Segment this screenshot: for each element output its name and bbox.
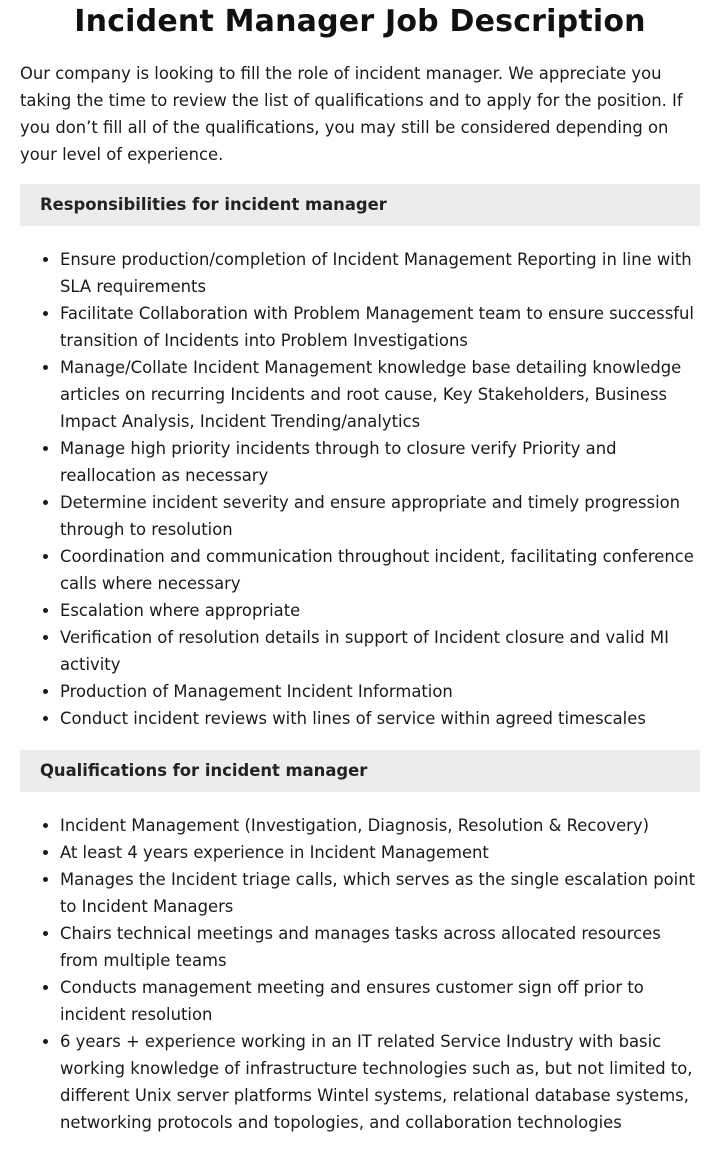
list-item	[20, 866, 700, 920]
bullet-icon	[43, 365, 48, 370]
list-item-text: Conduct incident reviews with lines of service within agreed timescales	[60, 709, 646, 728]
qualifications-list	[20, 812, 700, 1136]
list-item-text: Incident Management (Investigation, Diagnosis, Resolution & Recovery)	[60, 816, 649, 835]
qualifications-heading: Qualifications for incident manager	[20, 750, 700, 792]
list-item	[20, 543, 700, 597]
list-item	[20, 678, 700, 705]
bullet-icon	[43, 608, 48, 613]
list-item-text: Production of Management Incident Information	[60, 682, 453, 701]
list-item-text: Verification of resolution details in support of Incident closure and valid MI activity	[60, 628, 669, 674]
list-item	[20, 489, 700, 543]
list-item	[20, 435, 700, 489]
page-title: Incident Manager Job Description	[74, 4, 646, 39]
list-item-text: Manages the Incident triage calls, which serves as the single escalation point to Incident Managers	[60, 870, 696, 916]
bullet-icon	[43, 311, 48, 316]
list-item-text: Determine incident severity and ensure appropriate and timely progression through to resolution	[60, 493, 681, 539]
list-item	[20, 812, 700, 839]
bullet-icon	[43, 257, 48, 262]
bullet-icon	[43, 931, 48, 936]
list-item	[20, 920, 700, 974]
list-item-text: Manage/Collate Incident Management knowledge base detailing knowledge articles on recurring Incidents and root cause, Key Stakeholders, Business Impact Analysis, Incident Trending/analytics	[60, 358, 682, 431]
list-item-text: Escalation where appropriate	[60, 601, 301, 620]
list-item	[20, 597, 700, 624]
bullet-icon	[43, 635, 48, 640]
list-item	[20, 246, 700, 300]
list-item	[20, 839, 700, 866]
list-item-text: At least 4 years experience in Incident Management	[60, 843, 489, 862]
list-item	[20, 705, 700, 732]
responsibilities-heading: Responsibilities for incident manager	[20, 184, 700, 226]
list-item-text: Ensure production/completion of Incident Management Reporting in line with SLA requirements	[60, 250, 692, 296]
bullet-icon	[43, 500, 48, 505]
intro-paragraph: Our company is looking to fill the role of incident manager. We appreciate you taking the time to review the list of qualifications and to apply for the position. If you don’t fill all of the qualifications, you may still be considered depending on your level of experience.	[20, 64, 683, 164]
bullet-icon	[43, 877, 48, 882]
bullet-icon	[43, 985, 48, 990]
list-item	[20, 300, 700, 354]
list-item-text: Facilitate Collaboration with Problem Management team to ensure successful transition of Incidents into Problem Investigations	[60, 304, 694, 350]
bullet-icon	[43, 689, 48, 694]
bullet-icon	[43, 823, 48, 828]
list-item-text: 6 years + experience working in an IT related Service Industry with basic working knowledge of infrastructure technologies such as, but not limited to, different Unix server platforms Wintel systems, relational database systems, networking protocols and topologies, and collaboration technologies	[60, 1032, 693, 1132]
list-item	[20, 1028, 700, 1136]
list-item-text: Chairs technical meetings and manages tasks across allocated resources from multiple teams	[60, 924, 661, 970]
bullet-icon	[43, 554, 48, 559]
bullet-icon	[43, 716, 48, 721]
bullet-icon	[43, 1039, 48, 1044]
list-item-text: Manage high priority incidents through to closure verify Priority and reallocation as necessary	[60, 439, 617, 485]
list-item-text: Conducts management meeting and ensures customer sign off prior to incident resolution	[60, 978, 644, 1024]
responsibilities-list	[20, 246, 700, 732]
list-item	[20, 624, 700, 678]
bullet-icon	[43, 850, 48, 855]
list-item	[20, 974, 700, 1028]
bullet-icon	[43, 446, 48, 451]
list-item-text: Coordination and communication throughout incident, facilitating conference calls where necessary	[60, 547, 694, 593]
list-item	[20, 354, 700, 435]
